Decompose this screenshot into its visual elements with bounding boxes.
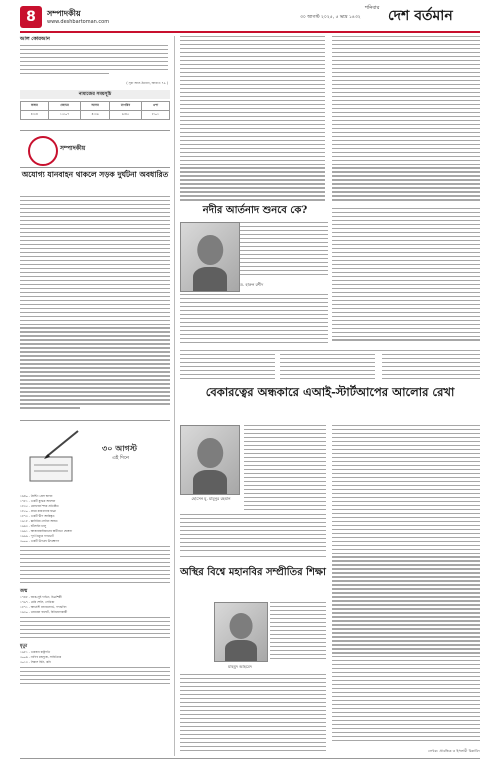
column-divider: [174, 36, 175, 756]
prayer-col: জোহর: [48, 102, 81, 111]
article1-lead-text: [180, 36, 325, 206]
section-name: সম্পাদকীয়: [47, 9, 81, 18]
event-extra-lines: [20, 546, 170, 586]
event-item: ১৯৯৯ - পূর্ব তিমুরে গণভোট: [20, 534, 54, 538]
event-item: ১৮৭৩ - একটি দ্বীপ আবিষ্কৃত: [20, 514, 55, 518]
website[interactable]: www.deshbartoman.com: [47, 19, 110, 25]
birth-extra-lines: [20, 617, 170, 641]
quran-box: [20, 36, 170, 88]
article2-author-name: হোসেন মু. মামুনুর রহমান: [191, 496, 231, 501]
day-label: শনিবার: [365, 5, 380, 11]
article2-divider: [180, 556, 326, 557]
article1-author-photo: [180, 222, 240, 292]
prayer-time: ৪:৩৬: [81, 111, 109, 120]
today-illustration: [20, 420, 170, 491]
today-label: ৩০ আগস্ট: [102, 444, 138, 453]
prayer-col: আসর: [81, 102, 109, 111]
quran-heading: আল কোরআন: [20, 36, 50, 42]
article-divider: [180, 350, 480, 351]
article2-author-photo: [180, 425, 240, 495]
article3-author-name: মাহমুদ আহমেদ: [228, 664, 252, 669]
editorial-body: [20, 196, 170, 416]
events-list: [20, 494, 170, 687]
article2-lead-col1: [180, 354, 275, 382]
masthead: [0, 0, 500, 34]
prayer-time: ৮:০১: [142, 111, 170, 120]
article1-body-bottom: [180, 294, 328, 346]
editorial-label: সম্পাদকীয়: [60, 145, 86, 152]
prayer-time-row: [21, 111, 170, 120]
birth-item: ১৭৯৭ - মেরি শেলি, লেখিকা: [20, 600, 55, 604]
prayer-table: [20, 101, 170, 120]
article1-col2-text: [332, 36, 480, 206]
article1-body-right: [332, 208, 480, 346]
prayer-header-row: [21, 102, 170, 111]
editorial-logo: [20, 130, 170, 168]
dateline: ৩০ আগস্ট ২০২৫, ৫ ভাদ্র ১৪৩২: [300, 15, 361, 20]
event-item: ১৭৮১ - একটি যুদ্ধের অবসান: [20, 499, 56, 503]
article2-body-col1: [244, 425, 326, 513]
prayer-time: ৬:৪৫: [109, 111, 141, 120]
article1-body-left: [240, 222, 328, 278]
event-item: ১৮৩৫ - মেলবোর্ন শহর প্রতিষ্ঠিত: [20, 504, 59, 508]
prayer-times: [20, 90, 170, 120]
editorial-number-mark: [28, 136, 58, 166]
prayer-col: মাগরিব: [109, 102, 141, 111]
quran-reference: ( সূরা আল-ইমরান, আয়াত ৭৯ ): [126, 81, 168, 85]
article3-author-photo: [214, 602, 268, 662]
article2-body-col1-lower: [180, 514, 326, 554]
birth-item: ১৮৭১ - আর্নেস্ট রাদারফোর্ড, পদার্থবিদ: [20, 605, 67, 609]
footer-credit: লেখক: প্রাবন্ধিক ও ইসলামী চিন্তাবিদ: [428, 749, 480, 753]
death-extra-lines: [20, 667, 170, 687]
article1-author-name: ড. হারুন রশীদ: [240, 282, 264, 287]
masthead-rule: [20, 31, 480, 33]
death-item: ১৯৮১ - একজন রাষ্ট্রপতি: [20, 650, 51, 654]
article3-headline: অস্থির বিশ্বে মহানবির সম্প্রীতির শিক্ষা: [180, 567, 326, 578]
death-item: ২০০৬ - নাগিব মাহফুজ, সাহিত্যিক: [20, 655, 62, 659]
prayer-time: ১২:০৭: [48, 111, 81, 120]
newspaper-logo: দেশ বর্তমান: [388, 8, 453, 24]
article3-body-side: [270, 602, 326, 664]
death-item: ২০১৩ - সিমাস হিনি, কবি: [20, 660, 51, 664]
editorial-heading: অযোগ্য যানবাহন থাকলে সড়ক দুর্ঘটনা অবধারিত: [21, 170, 169, 179]
event-item: ১৯৯১ - আজারবাইজানের স্বাধীনতা ঘোষণা: [20, 529, 73, 533]
today-sublabel: এই দিনে: [112, 455, 130, 461]
article2-lead-col2: [280, 354, 375, 382]
prayer-col: ফজর: [21, 102, 49, 111]
event-item: ২০০০ - একটি উপগ্রহ উৎক্ষেপণ: [20, 539, 60, 543]
page-number: 8: [20, 6, 42, 28]
article2-lead-col3: [382, 354, 480, 382]
quran-text: [20, 45, 168, 79]
article1-headline: নদীর আর্তনাদ শুনবে কে?: [202, 205, 308, 216]
event-item: ১৬৪০ - প্রিন্টিং প্রেস স্থাপন: [20, 494, 53, 498]
prayer-table-title: নামাজের সময়সূচি: [20, 90, 170, 99]
event-item: ১৯১৮ - ভ্লাদিমির লেনিন আহত: [20, 519, 58, 523]
births-label: জন্ম: [20, 589, 28, 594]
birth-item: ১৭৪৮ - জাক-লুই দাভিদ, চিত্রশিল্পী: [20, 595, 62, 599]
event-item: ১৮৫০ - প্রথম কারখানার যাত্রা: [20, 509, 56, 513]
prayer-time: ৪:৩৪: [21, 111, 49, 120]
page-bottom-rule: [20, 758, 480, 759]
article3-body: [180, 674, 326, 756]
article2-body-col2: [332, 425, 480, 745]
prayer-col: এশা: [142, 102, 170, 111]
pen-and-paper-icon: [26, 427, 86, 487]
event-item: ১৯৬৩ - হটলাইন চালু: [20, 524, 47, 528]
birth-item: ১৯৩০ - ওয়ারেন বাফেট, বিনিয়োগকারী: [20, 610, 68, 614]
deaths-label: মৃত্যু: [20, 644, 28, 649]
article2-headline: বেকারত্বের অন্ধকারে এআই-স্টার্টআপের আলোর রেখা: [205, 385, 455, 399]
